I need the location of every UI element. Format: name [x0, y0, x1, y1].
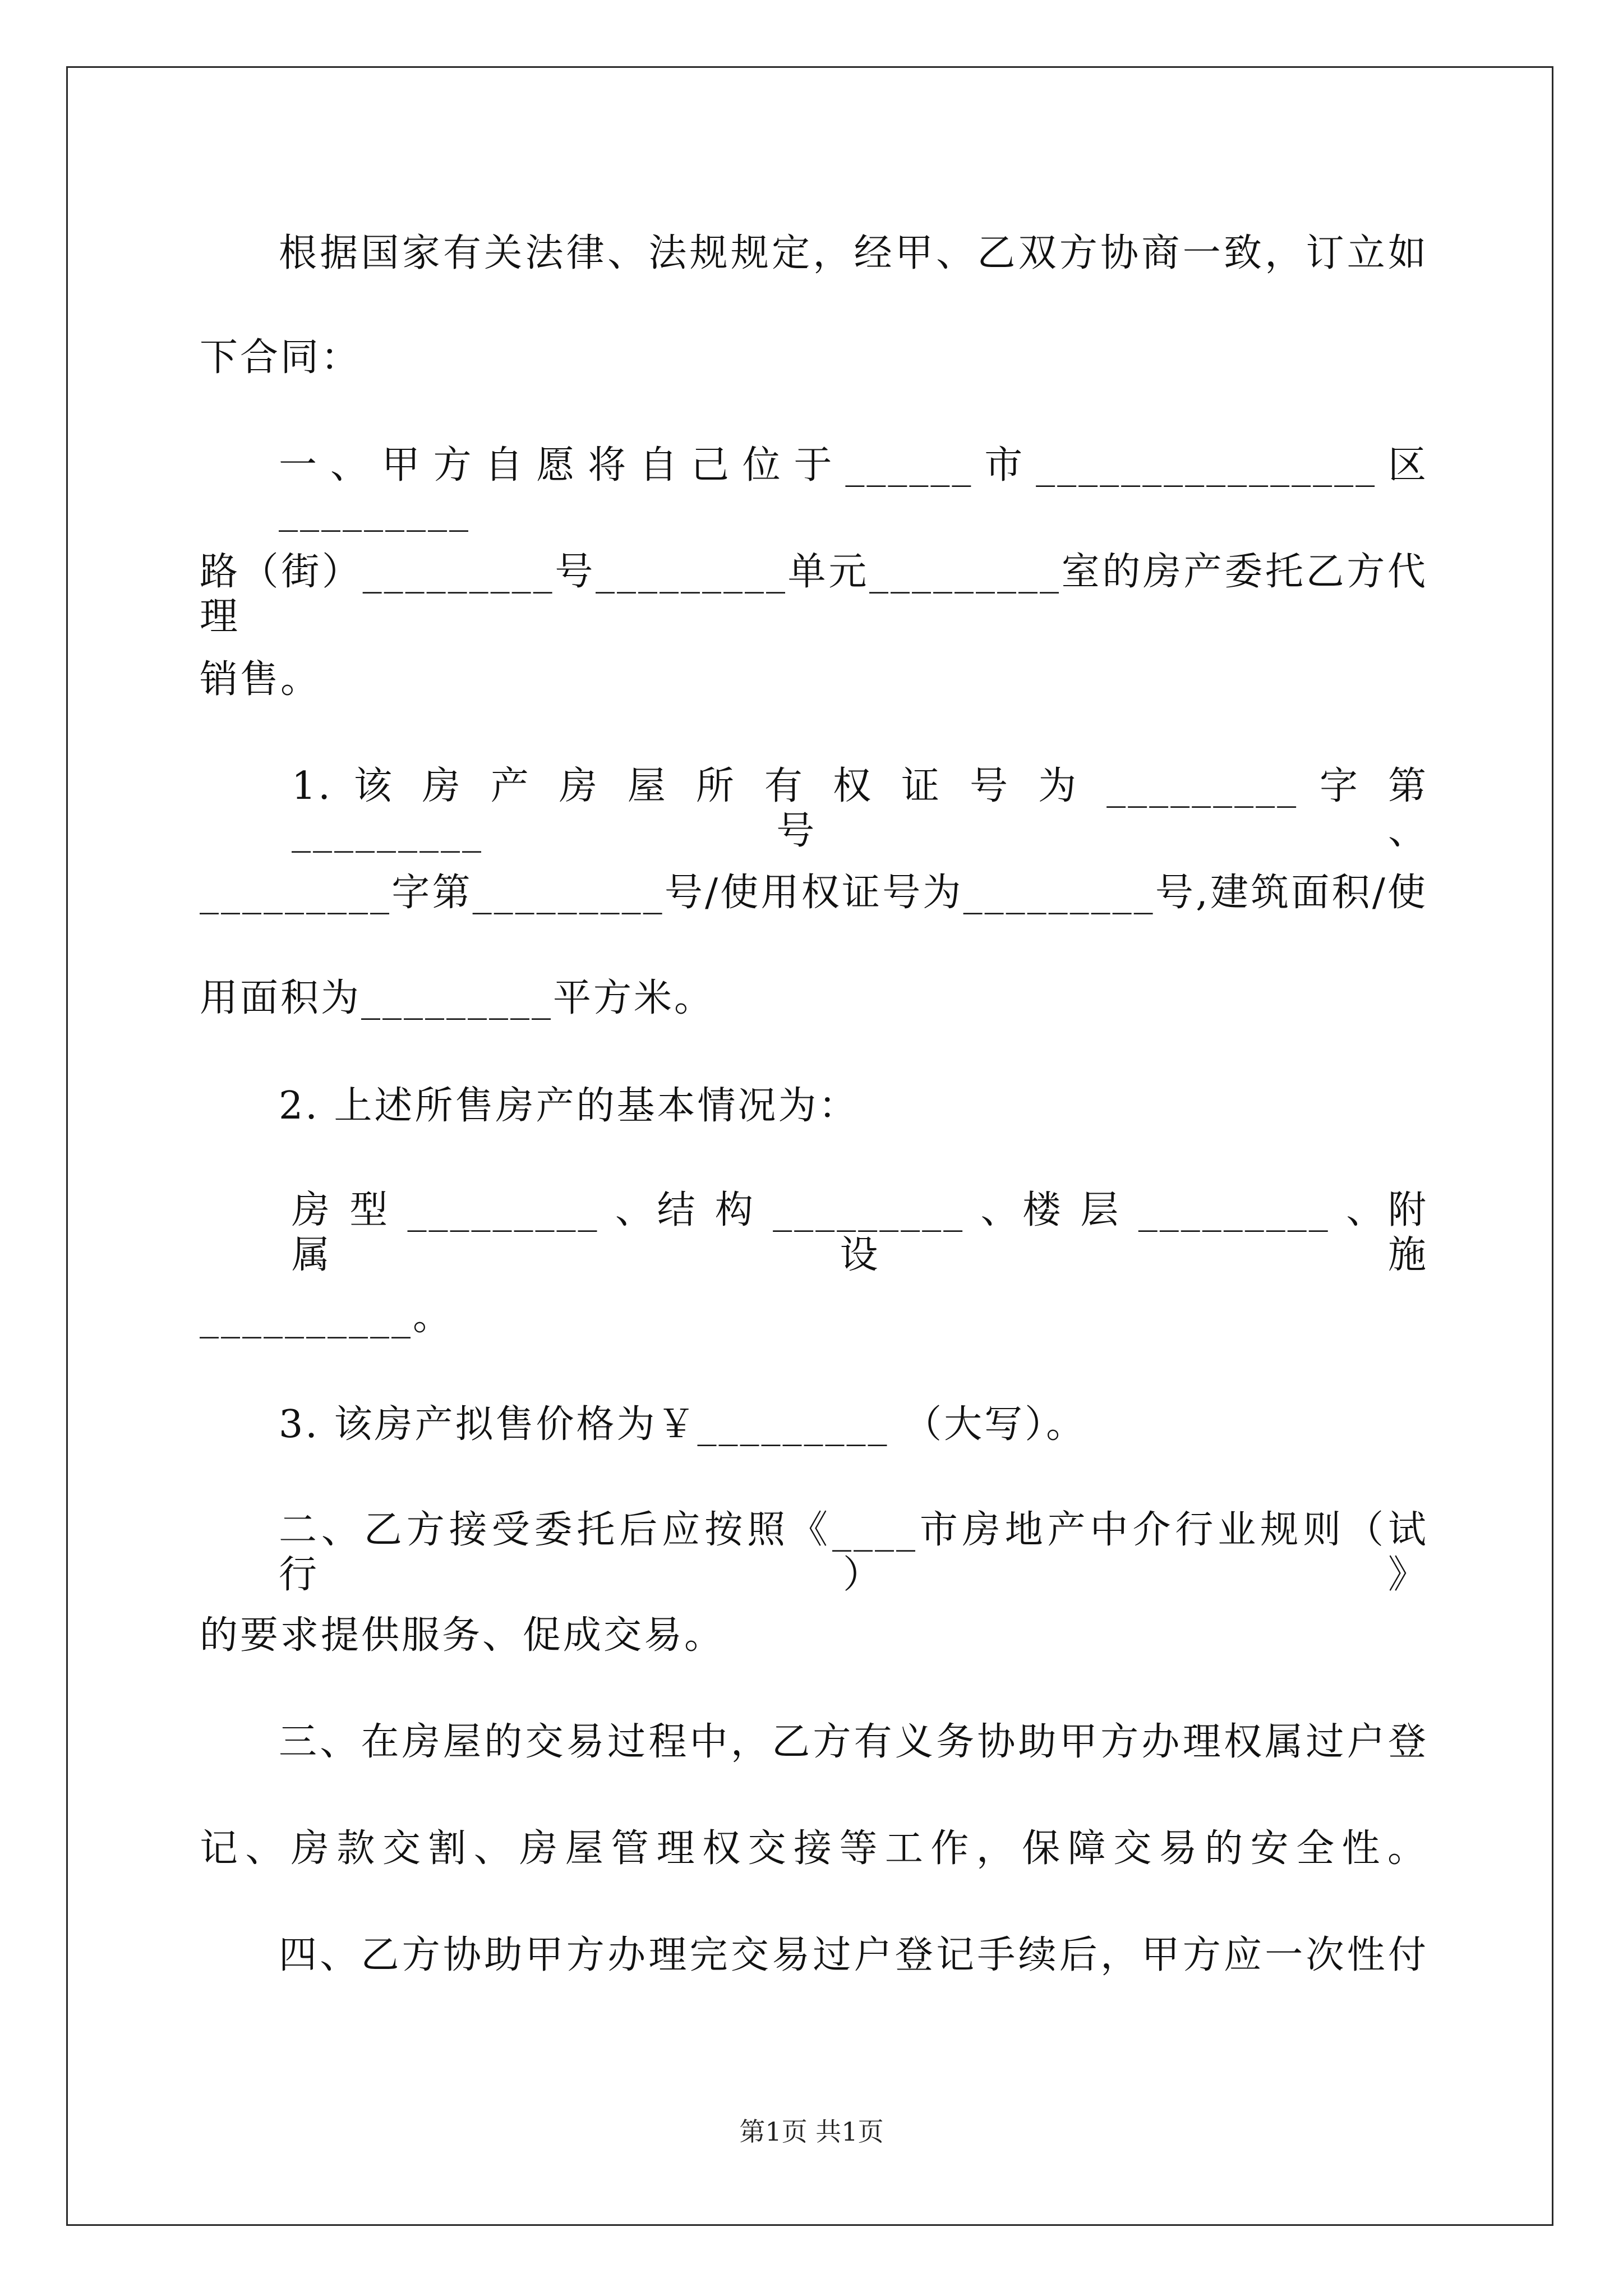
paragraph-line: 路（街）_________号_________单元_________室的房产委托乙方代理: [200, 550, 1428, 639]
paragraph-line: 用面积为_________平方米。: [200, 976, 715, 1020]
paragraph-line: 房 型 _________ 、结 构 _________ 、楼 层 _________ 、附 属 设 施: [292, 1188, 1428, 1277]
paragraph-line: 1. 该 房 产 房 屋 所 有 权 证 号 为 _________ 字 第 _________ 号 、: [292, 764, 1428, 853]
paragraph-line: 3. 该房产拟售价格为￥_________ （大写）。: [279, 1402, 1087, 1447]
paragraph-line: 2. 上述所售房产的基本情况为：: [279, 1084, 859, 1128]
paragraph-line: __________。: [200, 1295, 454, 1339]
paragraph-line: 四、乙方协助甲方办理完交易过户登记手续后，甲方应一次性付: [279, 1933, 1428, 1977]
paragraph-line: 一、甲方自愿将自己位于______市________________区_________: [279, 443, 1428, 532]
paragraph-line: 二、乙方接受委托后应按照《____市房地产中介行业规则（试行）》: [279, 1508, 1428, 1597]
paragraph-line: 的要求提供服务、促成交易。: [200, 1613, 725, 1658]
paragraph-line: 销售。: [200, 657, 321, 702]
paragraph-line: 下合同：: [200, 335, 362, 380]
page-number: 第1页 共1页: [739, 2116, 884, 2147]
paragraph-line: 记、房款交割、房屋管理权交接等工作，保障交易的安全性。: [200, 1826, 1428, 1871]
paragraph-line: _________字第_________号/使用权证号为_________号,建筑面积/使: [200, 871, 1428, 915]
page-border: [66, 66, 1553, 2226]
paragraph-line: 三、在房屋的交易过程中，乙方有义务协助甲方办理权属过户登: [279, 1720, 1428, 1764]
paragraph-line: 根据国家有关法律、法规规定，经甲、乙双方协商一致，订立如: [279, 231, 1428, 275]
